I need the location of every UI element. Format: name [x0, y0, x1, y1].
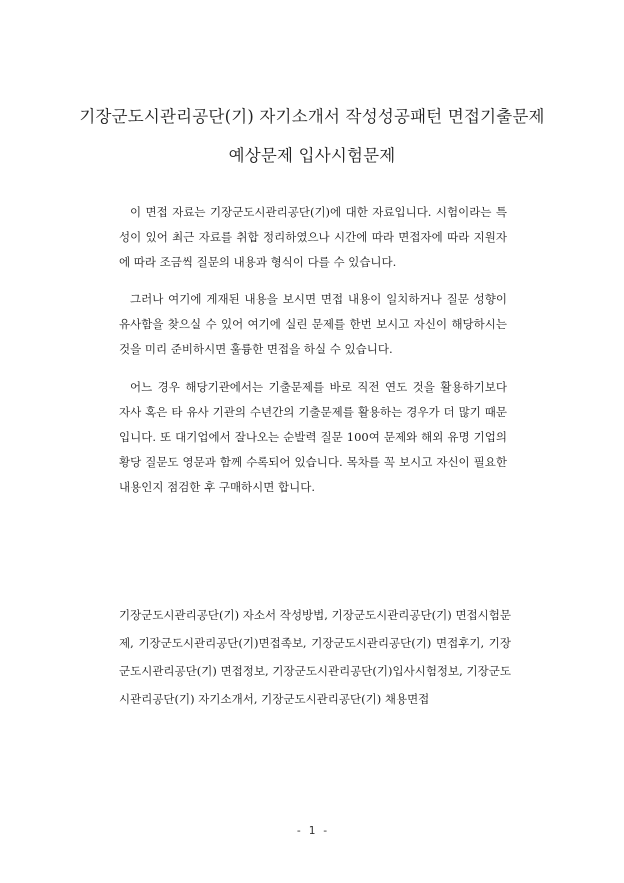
document-title-line2: 예상문제 입사시험문제 — [228, 146, 396, 165]
intro-paragraph-3: 어느 경우 해당기관에서는 기출문제를 바로 직전 연도 것을 활용하기보다 자사 혹은 타 유사 기관의 수년간의 기출문제를 활용하는 경우가 더 많기 때문입니다. 또 대기업에서 잘나오는 순발력 질문 100여 문제와 해외 유명 기업의 황당 질문도 영문과 함께 수록되어 있습니다. 목차를 꼭 보시고 자신이 필요한 내용인지 점검한 후 구매하시면 합니다. — [119, 380, 507, 494]
document-title-line1: 기장군도시관리공단(기) 자기소개서 작성성공패턴 면접기출문제 — [79, 107, 545, 126]
page-number: - 1 - — [295, 824, 329, 837]
keyword-list: 기장군도시관리공단(기) 자소서 작성방법, 기장군도시관리공단(기) 면접시험문제, 기장군도시관리공단(기)면접족보, 기장군도시관리공단(기) 면접후기, 기장군도시관리공단(기) 면접정보, 기장군도시관리공단(기)입사시험정보, 기장군도시관리공단(기) 자기소개서, 기장군도시관리공단(기) 채용면접 — [119, 608, 511, 706]
intro-paragraph-1: 이 면접 자료는 기장군도시관리공단(기)에 대한 자료입니다. 시험이라는 특성이 있어 최근 자료를 취합 정리하였으나 시간에 따라 면접자에 따라 지원자에 따라 조금씩 질문의 내용과 형식이 다를 수 있습니다. — [119, 205, 507, 269]
intro-paragraph-2: 그러나 여기에 게재된 내용을 보시면 면접 내용이 일치하거나 질문 성향이 유사함을 찾으실 수 있어 여기에 실린 문제를 한번 보시고 자신이 해당하시는 것을 미리 준비하시면 훌륭한 면접을 하실 수 있습니다. — [119, 292, 507, 356]
